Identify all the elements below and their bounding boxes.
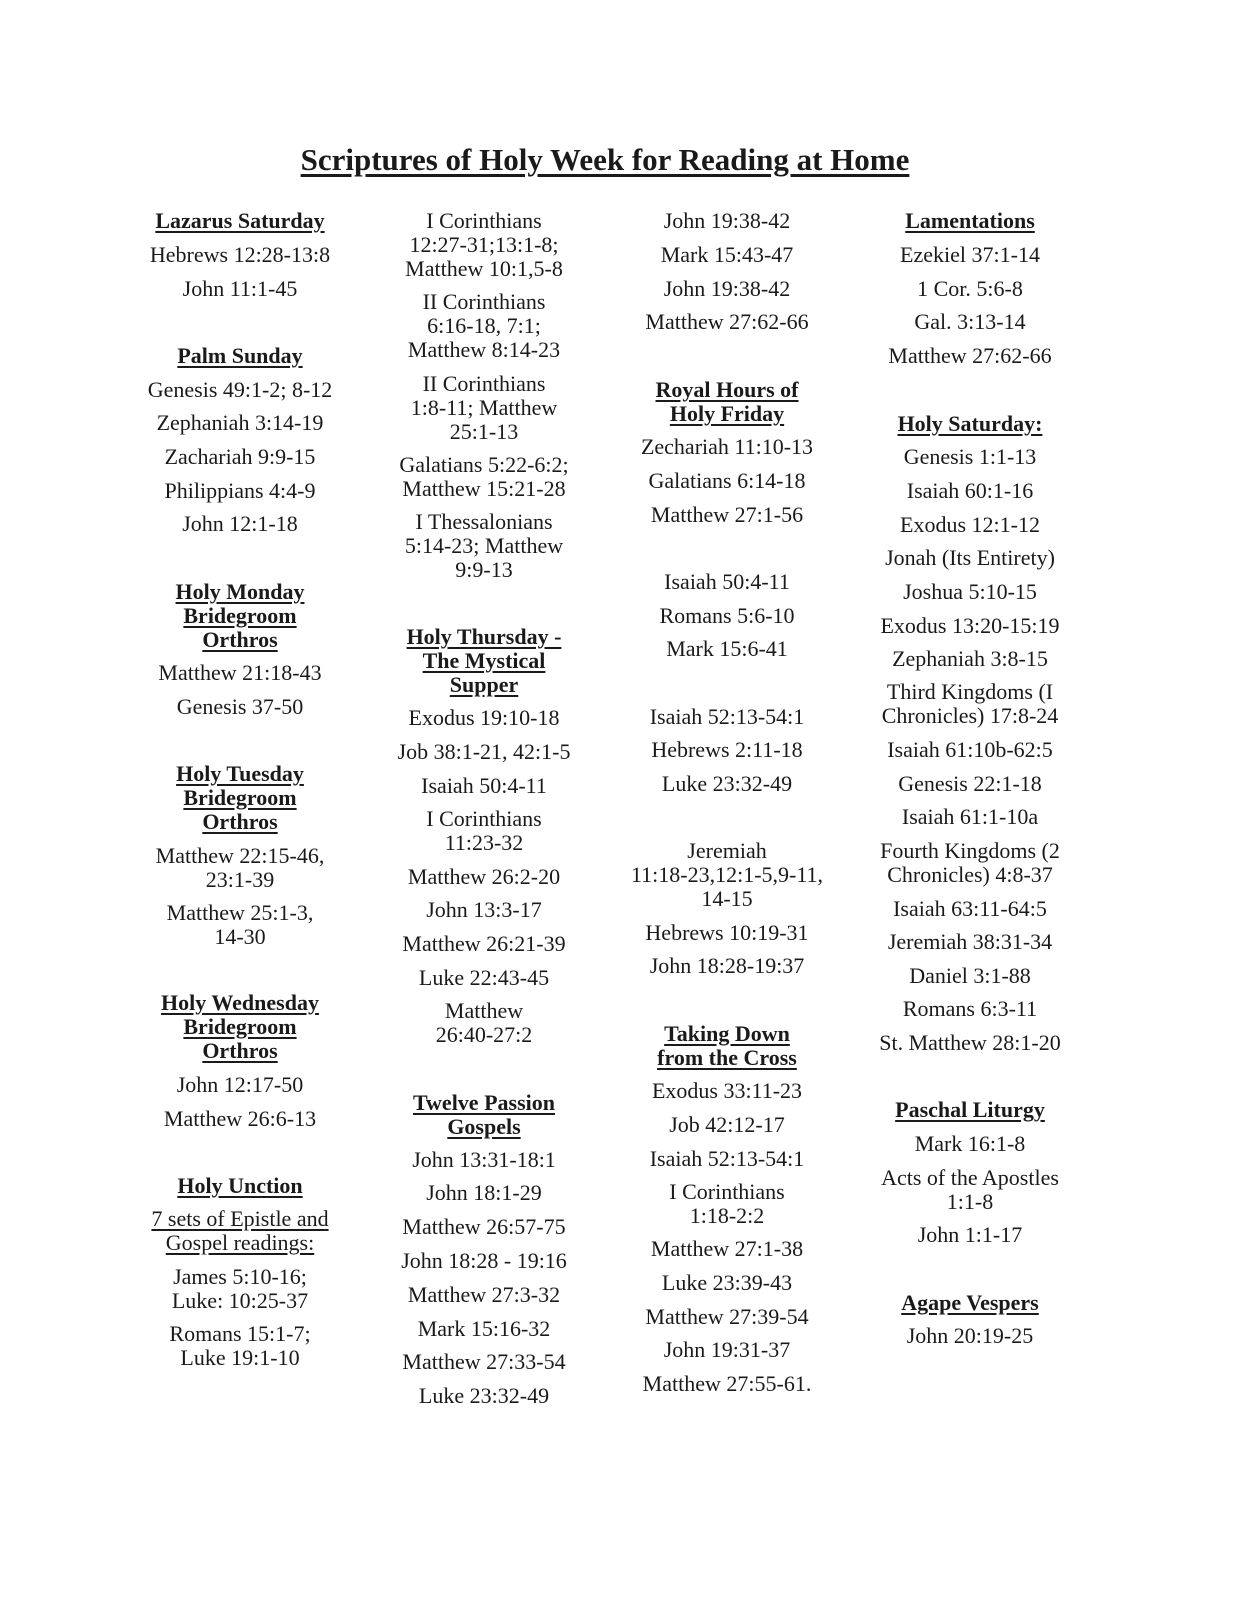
scripture-reading: Zephaniah 3:14-19 (156, 410, 324, 435)
scripture-reading: John 12:1-18 (182, 511, 298, 536)
scripture-reading: Mark 15:6-41 (666, 636, 788, 661)
scripture-reading: Jeremiah 11:18-23,12:1-5,9-11, 14-15 (630, 838, 824, 911)
scripture-reading: John 12:17-50 (176, 1072, 304, 1097)
scripture-reading: Hebrews 2:11-18 (651, 737, 803, 762)
scripture-reading: Fourth Kingdoms (2 Chronicles) 4:8-37 (880, 838, 1060, 887)
scripture-reading: Exodus 13:20-15:19 (880, 613, 1060, 638)
scripture-reading: Luke 23:32-49 (418, 1383, 550, 1408)
scripture-reading: John 18:1-29 (426, 1180, 542, 1205)
scripture-reading: Isaiah 50:4-11 (664, 569, 790, 594)
scripture-reading: Hebrews 12:28-13:8 (149, 242, 331, 267)
scripture-reading: I Corinthians 11:23-32 (426, 806, 542, 855)
scripture-reading: Isaiah 60:1-16 (906, 478, 1034, 503)
scripture-reading: John 18:28-19:37 (649, 953, 805, 978)
page-title: Scriptures of Holy Week for Reading at Home (300, 142, 910, 177)
scripture-reading: John 11:1-45 (182, 276, 298, 301)
scripture-reading: Matthew 21:18-43 (158, 660, 322, 685)
scripture-reading: Matthew 27:62-66 (888, 343, 1052, 368)
scripture-reading: Matthew 27:55-61. (642, 1371, 812, 1396)
scripture-reading: John 19:38-42 (663, 208, 791, 233)
scripture-reading: Genesis 49:1-2; 8-12 (147, 377, 333, 402)
scripture-reading: Isaiah 63:11-64:5 (893, 896, 1047, 921)
scripture-reading: John 13:3-17 (426, 897, 542, 922)
section-heading: Lamentations (905, 208, 1035, 233)
scripture-reading: I Corinthians 1:18-2:2 (669, 1179, 785, 1228)
scripture-reading: Luke 23:32-49 (661, 771, 793, 796)
section-heading: Twelve Passion Gospels (413, 1090, 555, 1139)
scripture-reading: Zachariah 9:9-15 (164, 444, 316, 469)
section-subheading: 7 sets of Epistle and Gospel readings: (151, 1206, 329, 1255)
scripture-reading: John 13:31-18:1 (412, 1147, 556, 1172)
section-heading: Holy Thursday - The Mystical Supper (406, 624, 562, 697)
scripture-reading: Luke 22:43-45 (418, 965, 550, 990)
scripture-reading: Exodus 33:11-23 (651, 1078, 803, 1103)
scripture-reading: John 20:19-25 (906, 1323, 1034, 1348)
scripture-reading: John 18:28 - 19:16 (401, 1248, 567, 1273)
scripture-reading: Isaiah 61:1-10a (901, 804, 1039, 829)
section-heading: Royal Hours of Holy Friday (655, 377, 799, 426)
scripture-reading: Exodus 19:10-18 (408, 705, 560, 730)
scripture-reading: Matthew 26:40-27:2 (435, 998, 533, 1047)
scripture-reading: Romans 5:6-10 (659, 603, 795, 628)
scripture-reading: Third Kingdoms (I Chronicles) 17:8-24 (881, 679, 1059, 728)
scripture-reading: Genesis 22:1-18 (898, 771, 1042, 796)
scripture-reading: Philippians 4:4-9 (164, 478, 316, 503)
section-heading: Holy Monday Bridegroom Orthros (175, 579, 305, 652)
section-heading: Lazarus Saturday (155, 208, 325, 233)
scripture-reading: II Corinthians 6:16-18, 7:1; Matthew 8:14-23 (407, 289, 561, 362)
scripture-reading: I Thessalonians 5:14-23; Matthew 9:9-13 (404, 509, 564, 582)
scripture-reading: Isaiah 52:13-54:1 (649, 1146, 805, 1171)
scripture-reading: Isaiah 50:4-11 (421, 773, 547, 798)
scripture-reading: Mark 15:16-32 (417, 1316, 551, 1341)
scripture-reading: I Corinthians 12:27-31;13:1-8; Matthew 10:1,5-8 (405, 208, 563, 281)
scripture-reading: Matthew 25:1-3, 14-30 (166, 900, 314, 949)
scripture-reading: Daniel 3:1-88 (909, 963, 1031, 988)
scripture-reading: Matthew 26:57-75 (402, 1214, 566, 1239)
scripture-reading: Matthew 27:1-56 (650, 502, 804, 527)
scripture-reading: Matthew 26:6-13 (163, 1106, 317, 1131)
scripture-reading: Acts of the Apostles 1:1-8 (881, 1165, 1059, 1214)
scripture-reading: John 19:31-37 (663, 1337, 791, 1362)
scripture-reading: Jeremiah 38:31-34 (887, 929, 1053, 954)
scripture-reading: Zephaniah 3:8-15 (892, 646, 1048, 671)
scripture-reading: Matthew 27:33-54 (402, 1349, 566, 1374)
scripture-reading: Gal. 3:13-14 (914, 309, 1026, 334)
scripture-reading: Mark 16:1-8 (914, 1131, 1026, 1156)
scripture-reading: Matthew 27:39-54 (645, 1304, 809, 1329)
scripture-reading: Mark 15:43-47 (660, 242, 794, 267)
scripture-reading: Matthew 22:15-46, 23:1-39 (155, 843, 325, 892)
section-heading: Holy Unction (177, 1173, 303, 1198)
section-heading: Palm Sunday (177, 343, 303, 368)
scripture-reading: II Corinthians 1:8-11; Matthew 25:1-13 (410, 371, 558, 444)
scripture-reading: James 5:10-16; Luke: 10:25-37 (171, 1264, 309, 1313)
scripture-reading: Romans 15:1-7; Luke 19:1-10 (169, 1321, 311, 1370)
section-heading: Paschal Liturgy (895, 1097, 1045, 1122)
scripture-reading: Matthew 26:21-39 (402, 931, 566, 956)
scripture-reading: Galatians 5:22-6:2; Matthew 15:21-28 (399, 452, 569, 501)
section-heading: Agape Vespers (901, 1290, 1039, 1315)
section-heading: Holy Saturday: (897, 411, 1043, 436)
scripture-reading: Isaiah 52:13-54:1 (649, 704, 805, 729)
scripture-reading: Zechariah 11:10-13 (640, 434, 814, 459)
scripture-reading: John 19:38-42 (663, 276, 791, 301)
scripture-reading: Ezekiel 37:1-14 (900, 242, 1040, 267)
scripture-reading: Matthew 27:1-38 (650, 1236, 804, 1261)
scripture-reading: Matthew 26:2-20 (407, 864, 561, 889)
scripture-reading: St. Matthew 28:1-20 (879, 1030, 1061, 1055)
scripture-reading: Job 38:1-21, 42:1-5 (397, 739, 571, 764)
scripture-reading: Matthew 27:62-66 (645, 309, 809, 334)
scripture-reading: Isaiah 61:10b-62:5 (887, 737, 1053, 762)
scripture-reading: Jonah (Its Entirety) (885, 545, 1055, 570)
section-heading: Holy Wednesday Bridegroom Orthros (161, 990, 319, 1063)
scripture-reading: 1 Cor. 5:6-8 (917, 276, 1023, 301)
scripture-reading: Exodus 12:1-12 (900, 512, 1040, 537)
scripture-reading: Romans 6:3-11 (902, 996, 1038, 1021)
scripture-reading: Luke 23:39-43 (661, 1270, 793, 1295)
scripture-reading: Genesis 1:1-13 (903, 444, 1037, 469)
scripture-reading: Job 42:12-17 (669, 1112, 785, 1137)
scripture-reading: Joshua 5:10-15 (903, 579, 1037, 604)
scripture-reading: John 1:1-17 (917, 1222, 1023, 1247)
scripture-reading: Galatians 6:14-18 (648, 468, 806, 493)
scripture-reading: Hebrews 10:19-31 (645, 920, 809, 945)
scripture-reading: Matthew 27:3-32 (407, 1282, 561, 1307)
scripture-reading: Genesis 37-50 (176, 694, 304, 719)
section-heading: Holy Tuesday Bridegroom Orthros (176, 761, 304, 834)
section-heading: Taking Down from the Cross (657, 1021, 797, 1070)
